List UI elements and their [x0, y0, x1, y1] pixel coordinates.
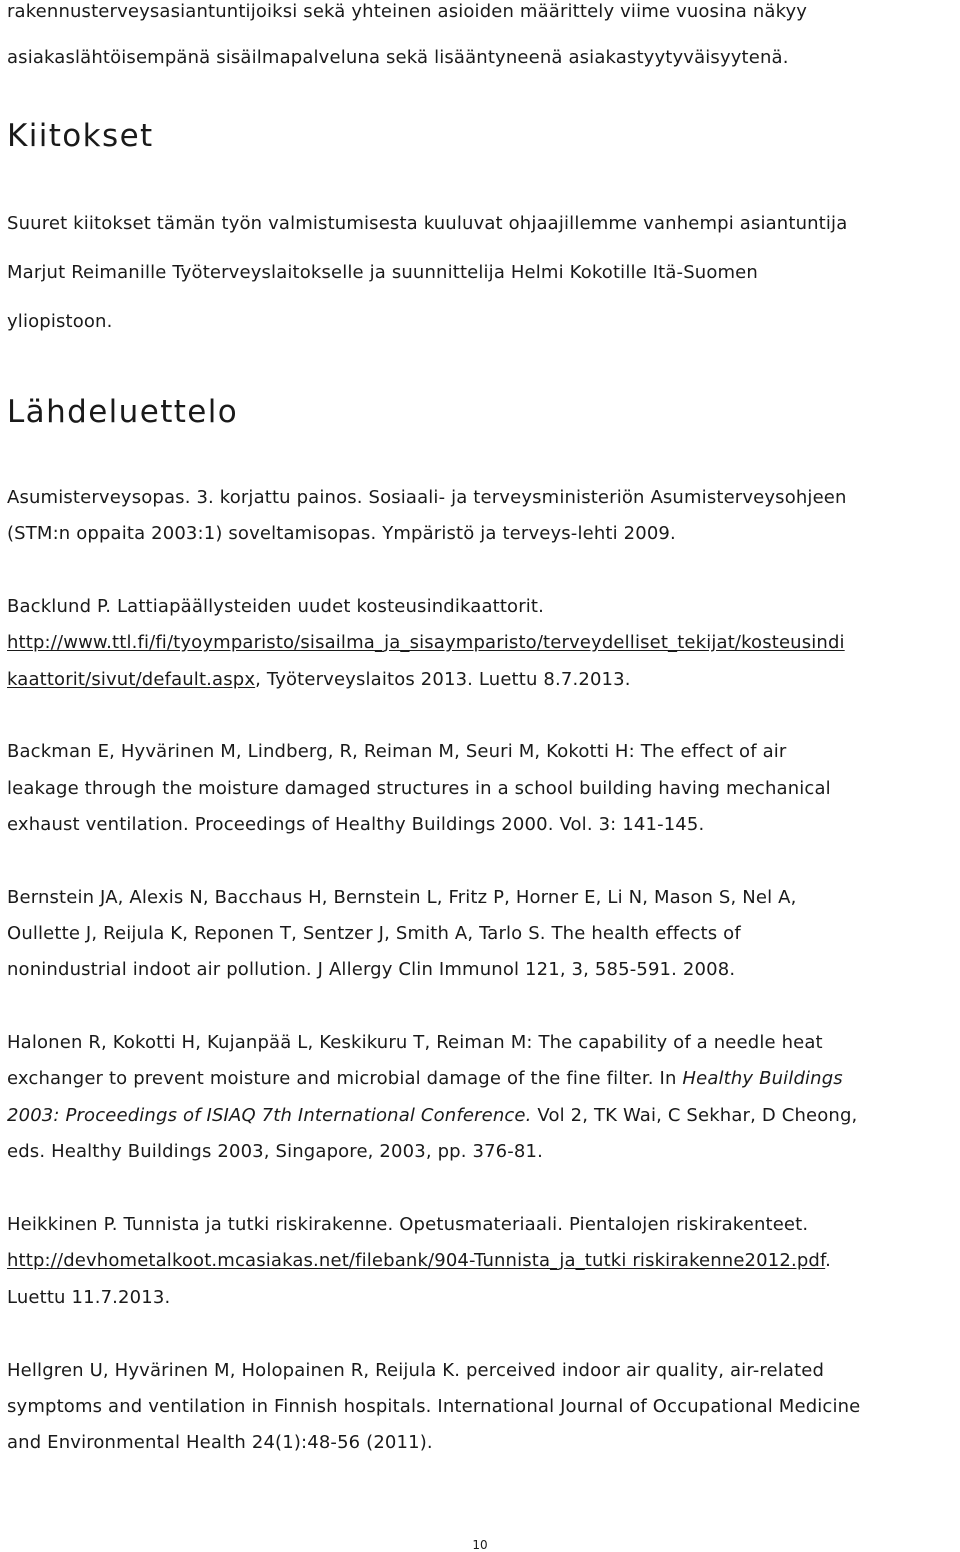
reference-halonen-proceedings-title: Healthy Buildings [682, 1068, 843, 1089]
reference-halonen-proceedings-title-cont: 2003: Proceedings of ISIAQ 7th International Conference. [7, 1105, 532, 1126]
reference-bernstein-line-3: nonindustrial indoot air pollution. J Allergy Clin Immunol 121, 3, 585-591. 2008. [7, 959, 736, 980]
reference-backman-line-3: exhaust ventilation. Proceedings of Healthy Buildings 2000. Vol. 3: 141-145. [7, 814, 705, 835]
section-heading-acknowledgements: Kiitokset [7, 118, 154, 154]
reference-halonen-text: exchanger to prevent moisture and microbial damage of the fine filter. In [7, 1068, 683, 1089]
reference-asumisterveysopas-line-2: (STM:n oppaita 2003:1) soveltamisopas. Ympäristö ja terveys-lehti 2009. [7, 523, 676, 544]
reference-hellgren-line-3: and Environmental Health 24(1):48-56 (2011). [7, 1432, 433, 1453]
reference-hellgren-line-2: symptoms and ventilation in Finnish hospitals. International Journal of Occupational Medicine [7, 1396, 861, 1417]
reference-backman-line-2: leakage through the moisture damaged structures in a school building having mechanical [7, 778, 831, 799]
reference-backlund-line-2 [7, 632, 845, 654]
acknowledgements-line-2: Marjut Reimanille Työterveyslaitokselle ja suunnittelija Helmi Kokotille Itä-Suomen [7, 262, 758, 283]
reference-backlund-source: , Työterveyslaitos 2013. Luettu 8.7.2013. [255, 669, 631, 690]
intro-line-1: rakennusterveysasiantuntijoiksi sekä yhteinen asioiden määrittely viime vuosina näkyy [7, 1, 808, 22]
section-heading-references: Lähdeluettelo [7, 394, 239, 430]
reference-heikkinen-line-1: Heikkinen P. Tunnista ja tutki riskirakenne. Opetusmateriaali. Pientalojen riskirakenteet. [7, 1214, 809, 1235]
page-number: 10 [472, 1538, 488, 1552]
acknowledgements-line-1: Suuret kiitokset tämän työn valmistumisesta kuuluvat ohjaajillemme vanhempi asiantuntija [7, 213, 848, 234]
reference-halonen-line-3 [7, 1105, 857, 1127]
reference-hellgren-line-1: Hellgren U, Hyvärinen M, Holopainen R, Reijula K. perceived indoor air quality, air-related [7, 1360, 825, 1381]
reference-heikkinen-line-2 [7, 1250, 831, 1272]
reference-halonen-line-4: eds. Healthy Buildings 2003, Singapore, 2003, pp. 376-81. [7, 1141, 543, 1162]
reference-backlund-link-part-1[interactable]: http://www.ttl.fi/fi/tyoymparisto/sisailma_ja_sisaymparisto/terveydelliset_tekijat/kosteusindi [7, 632, 845, 653]
reference-backlund-line-1: Backlund P. Lattiapäällysteiden uudet kosteusindikaattorit. [7, 596, 544, 617]
reference-backlund-link-part-2[interactable]: kaattorit/sivut/default.aspx [7, 669, 256, 690]
reference-halonen-line-2 [7, 1068, 843, 1090]
reference-heikkinen-link-suffix: . [825, 1250, 832, 1271]
reference-heikkinen-line-3: Luettu 11.7.2013. [7, 1287, 171, 1308]
reference-backman-line-1: Backman E, Hyvärinen M, Lindberg, R, Reiman M, Seuri M, Kokotti H: The effect of air [7, 741, 787, 762]
reference-bernstein-line-2: Oullette J, Reijula K, Reponen T, Sentzer J, Smith A, Tarlo S. The health effects of [7, 923, 741, 944]
reference-backlund-line-3 [7, 669, 631, 691]
intro-line-2: asiakaslähtöisempänä sisäilmapalveluna sekä lisääntyneenä asiakastyytyväisyytenä. [7, 47, 789, 68]
reference-heikkinen-link[interactable]: http://devhometalkoot.mcasiakas.net/filebank/904-Tunnista_ja_tutki riskirakenne2012.pdf [7, 1250, 826, 1271]
reference-asumisterveysopas-line-1: Asumisterveysopas. 3. korjattu painos. Sosiaali- ja terveysministeriön Asumisterveysohjeen [7, 487, 847, 508]
acknowledgements-line-3: yliopistoon. [7, 311, 113, 332]
reference-halonen-line-1: Halonen R, Kokotti H, Kujanpää L, Keskikuru T, Reiman M: The capability of a needle heat [7, 1032, 823, 1053]
reference-bernstein-line-1: Bernstein JA, Alexis N, Bacchaus H, Bernstein L, Fritz P, Horner E, Li N, Mason S, Nel A, [7, 887, 797, 908]
reference-halonen-editors: Vol 2, TK Wai, C Sekhar, D Cheong, [531, 1105, 858, 1126]
